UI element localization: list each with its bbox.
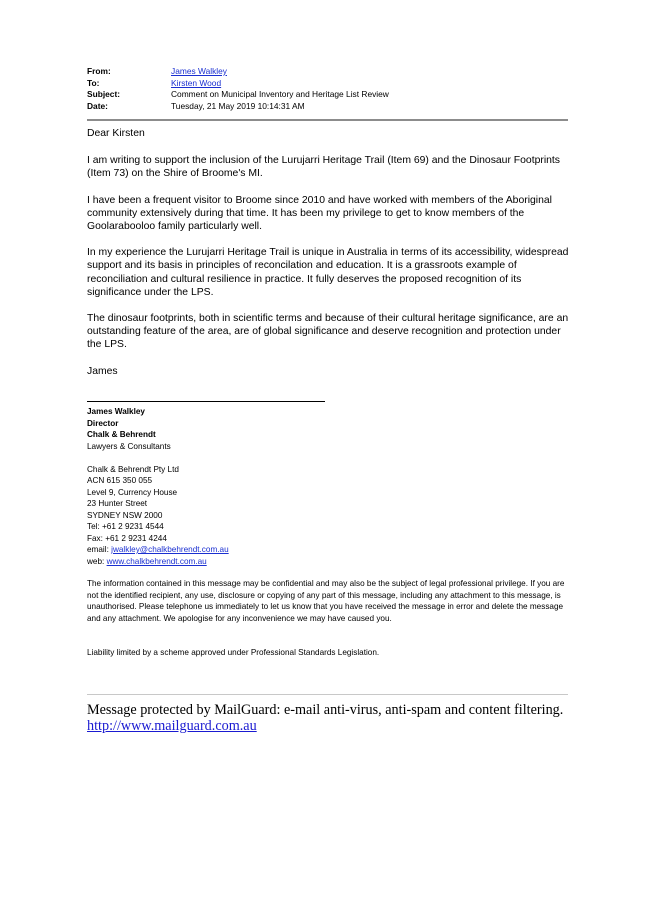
fax-number: Fax: +61 2 9231 4244 bbox=[87, 533, 167, 543]
from-link[interactable]: James Walkley bbox=[171, 66, 227, 76]
subject-value: Comment on Municipal Inventory and Heritage List Review bbox=[171, 89, 389, 100]
signature-tagline: Lawyers & Consultants bbox=[87, 441, 171, 451]
liability-notice: Liability limited by a scheme approved under Professional Standards Legislation. bbox=[87, 648, 380, 657]
signoff: James bbox=[87, 365, 118, 377]
mailguard-text: Message protected by MailGuard: e-mail anti-virus, anti-spam and content filtering. bbox=[87, 702, 564, 718]
signature-divider bbox=[87, 401, 325, 402]
company-name: Chalk & Behrendt Pty Ltd bbox=[87, 464, 179, 474]
date-row bbox=[87, 101, 389, 113]
to-label: To: bbox=[87, 77, 100, 88]
from-label: From: bbox=[87, 66, 111, 76]
signature-title: Director bbox=[87, 418, 119, 428]
mailguard-footer bbox=[87, 703, 577, 734]
email-link[interactable]: jwalkley@chalkbehrendt.com.au bbox=[111, 545, 229, 554]
message-body bbox=[87, 127, 572, 378]
web-label: web: bbox=[87, 556, 107, 566]
signature-name: James Walkley bbox=[87, 407, 145, 416]
web-line bbox=[87, 556, 577, 568]
body-paragraph: In my experience the Lurujarri Heritage Trail is unique in Australia in terms of its accessibility, widespread support and its basis in principles of reconcilation and education. It is a grassroots example of reconciliation and cultural resilience in practice. It fully deserves the proposed recognition of its significance under the LPS. bbox=[87, 247, 569, 298]
salutation: Dear Kirsten bbox=[87, 128, 145, 139]
body-paragraph: The dinosaur footprints, both in scientific terms and because of their cultural heritage significance, are an outstanding feature of the area, are of global significance and deserve recognition and protection under the LPS. bbox=[87, 313, 569, 351]
to-link[interactable]: Kirsten Wood bbox=[171, 77, 222, 88]
header-divider bbox=[87, 119, 568, 121]
email-label: email: bbox=[87, 545, 112, 554]
date-value: Tuesday, 21 May 2019 10:14:31 AM bbox=[171, 100, 305, 111]
web-link[interactable]: www.chalkbehrendt.com.au bbox=[106, 556, 207, 566]
subject-label: Subject: bbox=[87, 89, 121, 100]
body-paragraph: I am writing to support the inclusion of the Lurujarri Heritage Trail (Item 69) and the Dinosaur Footprints (Item 73) on the Shire of Broome's MI. bbox=[87, 155, 560, 180]
mailguard-link[interactable]: http://www.mailguard.com.au bbox=[87, 717, 257, 734]
from-row bbox=[87, 66, 389, 78]
signature-firm: Chalk & Behrendt bbox=[87, 430, 156, 439]
body-paragraph: I have been a frequent visitor to Broome since 2010 and have worked with members of the Aboriginal community extensively during that time. It has been my privilege to get to know members of the Goolarabooloo family particularly well. bbox=[87, 194, 552, 233]
email-header bbox=[87, 66, 389, 112]
address-line: Level 9, Currency House bbox=[87, 487, 178, 497]
to-row bbox=[87, 78, 389, 90]
footer-divider bbox=[87, 694, 568, 695]
signature-block bbox=[87, 406, 577, 567]
phone-number: Tel: +61 2 9231 4544 bbox=[87, 522, 164, 531]
address-line: SYDNEY NSW 2000 bbox=[87, 510, 163, 520]
subject-row bbox=[87, 89, 389, 101]
company-acn: ACN 615 350 055 bbox=[87, 476, 153, 485]
date-label: Date: bbox=[87, 100, 108, 111]
confidentiality-disclaimer: The information contained in this message may be confidential and may also be the subject of legal professional privilege. If you are not the identified recipient, any use, disclosure or copying of any part of this message, including any attachment to this message, is unauthorised. Please telephone us immediately to let us know that you have received the message in error and delete the message and any attachment. We apologise for any inconvenience we may have caused you. bbox=[87, 579, 565, 624]
email-line bbox=[87, 544, 577, 556]
address-line: 23 Hunter Street bbox=[87, 499, 148, 508]
